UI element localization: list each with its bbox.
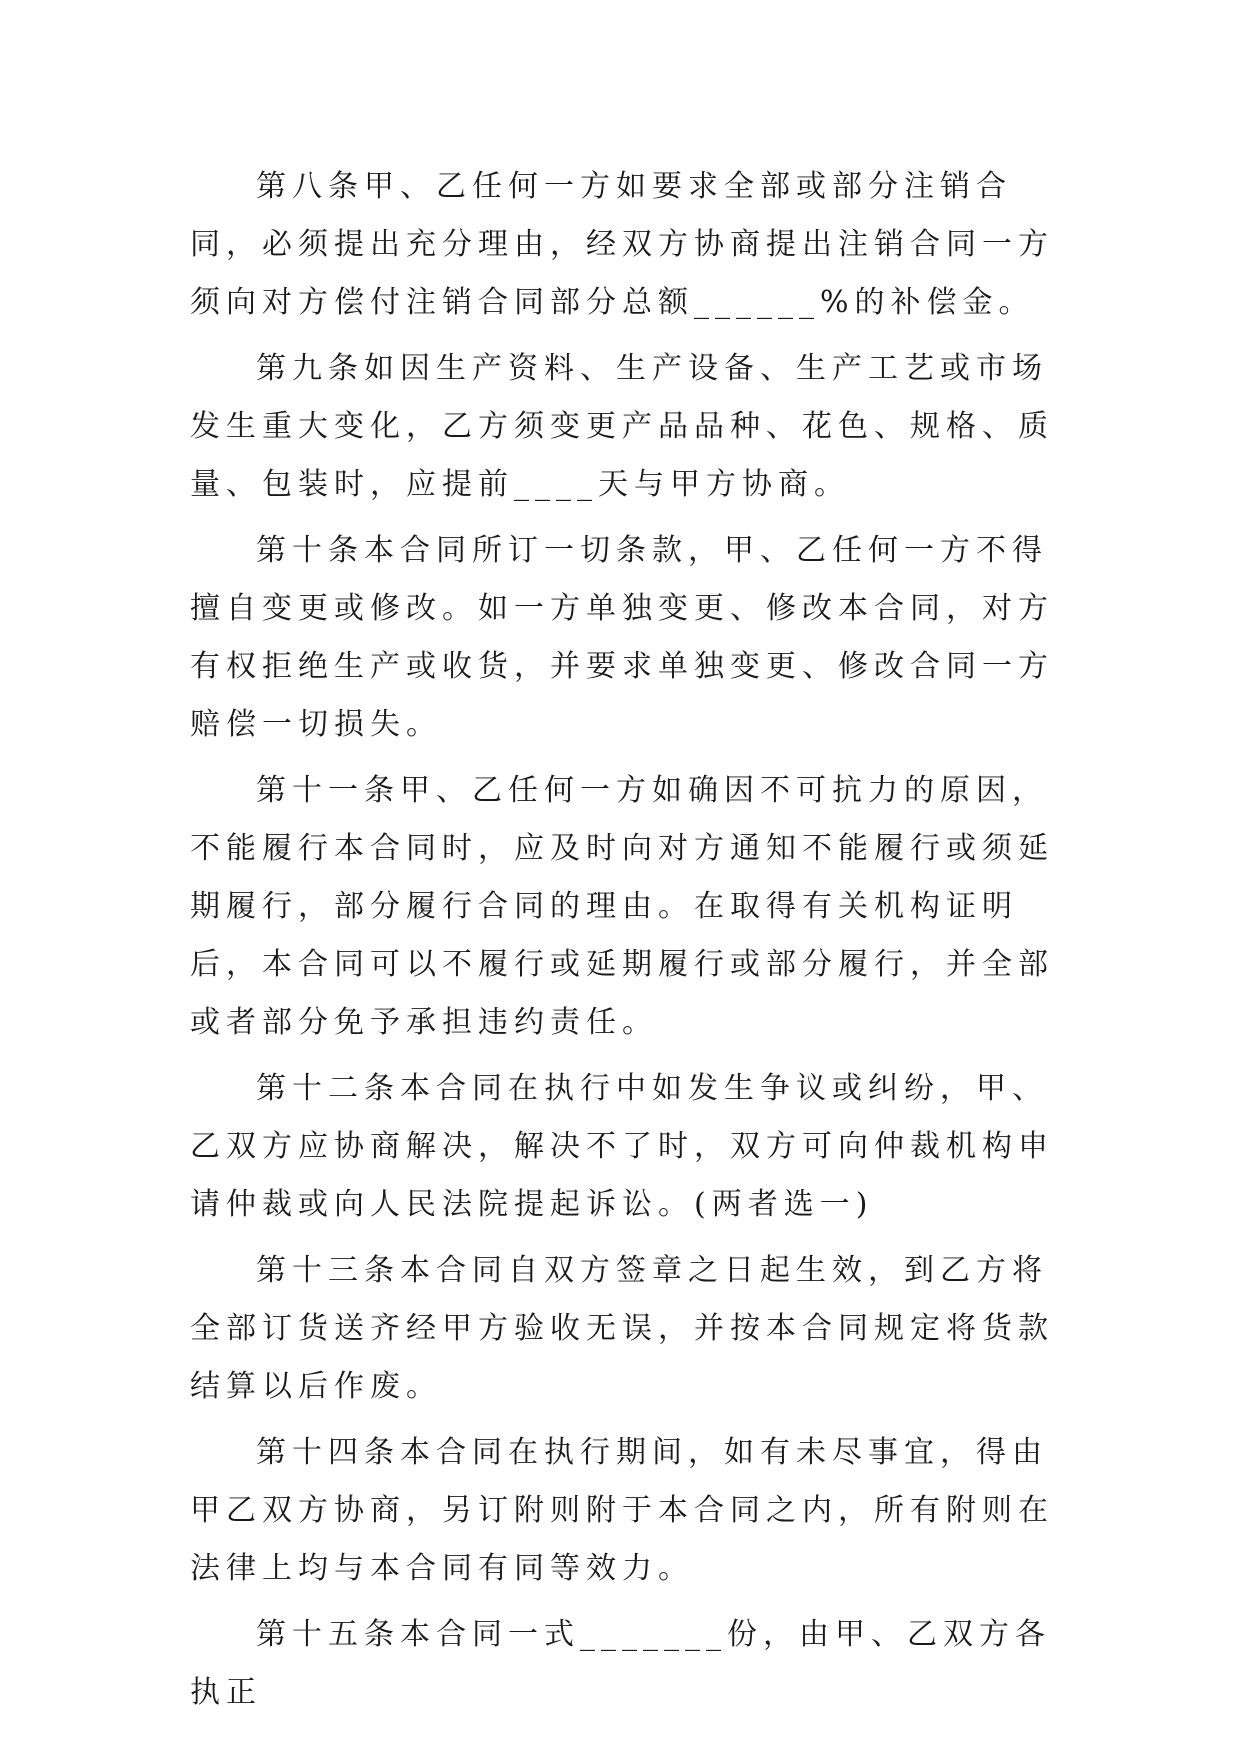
article-12-paragraph: 第十二条本合同在执行中如发生争议或纠纷，甲、乙双方应协商解决，解决不了时，双方可向仲裁机构申请仲裁或向人民法院提起诉讼。(两者选一) [190,1071,1054,1222]
article-9-paragraph: 第九条如因生产资料、生产设备、生产工艺或市场发生重大变化，乙方须变更产品品种、花色、规格、质量、包装时，应提前____天与甲方协商。 [190,351,1054,502]
article-10-paragraph: 第十条本合同所订一切条款，甲、乙任何一方不得擅自变更或修改。如一方单独变更、修改本合同，对方有权拒绝生产或收货，并要求单独变更、修改合同一方赔偿一切损失。 [190,533,1054,742]
article-13-paragraph: 第十三条本合同自双方签章之日起生效，到乙方将全部订货送齐经甲方验收无误，并按本合同规定将货款结算以后作废。 [190,1253,1054,1404]
article-14-paragraph: 第十四条本合同在执行期间，如有未尽事宜，得由甲乙双方协商，另订附则附于本合同之内，所有附则在法律上均与本合同有同等效力。 [190,1435,1054,1586]
document-body [190,158,1060,1722]
article-8-paragraph: 第八条甲、乙任何一方如要求全部或部分注销合同，必须提出充分理由，经双方协商提出注销合同一方须向对方偿付注销合同部分总额______%的补偿金。 [190,169,1054,320]
article-15-paragraph: 第十五条本合同一式_______份，由甲、乙双方各执正 [190,1617,1051,1710]
article-11-paragraph: 第十一条甲、乙任何一方如确因不可抗力的原因，不能履行本合同时，应及时向对方通知不能履行或须延期履行，部分履行合同的理由。在取得有关机构证明后，本合同可以不履行或延期履行或部分履行，并全部或者部分免予承担违约责任。 [190,773,1054,1040]
